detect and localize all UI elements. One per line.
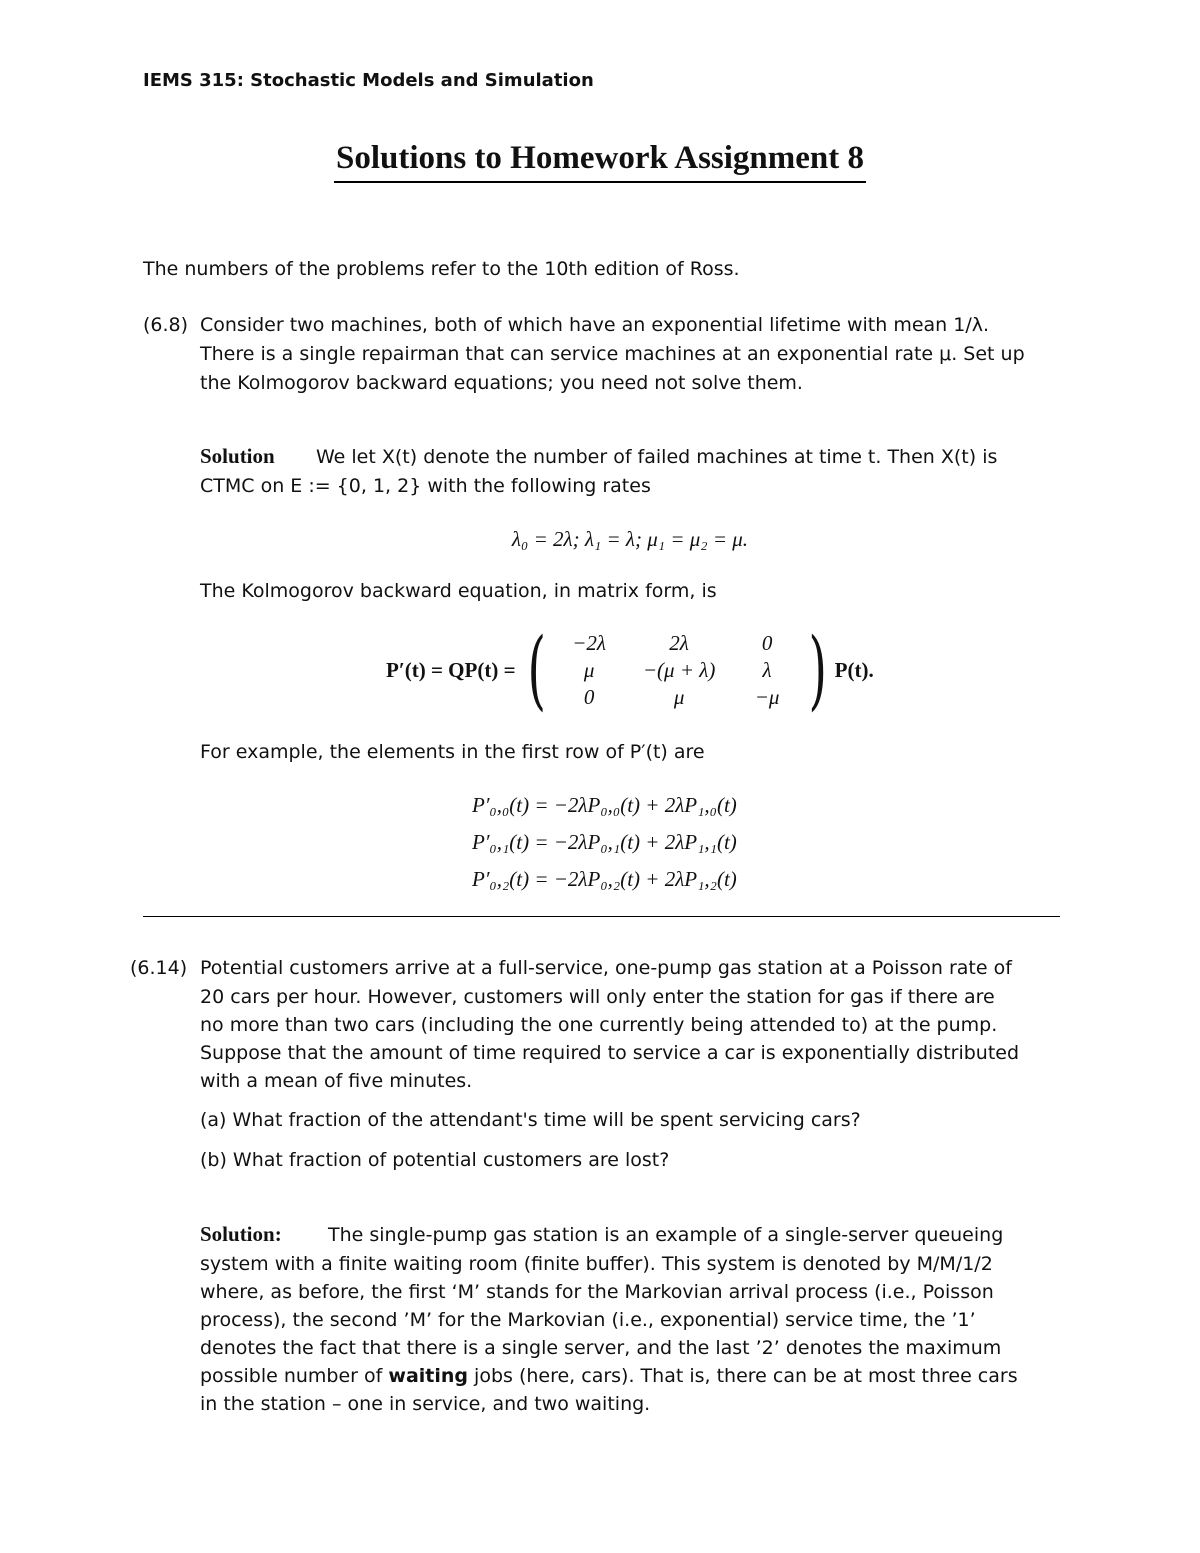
rates-equation: λ₀ = 2λ; λ₁ = λ; μ₁ = μ₂ = μ. (511, 527, 749, 551)
solution-6-8-line-1: We let X(t) denote the number of failed machines at time t. Then X(t) is (316, 446, 998, 468)
part-a-question: (a) What fraction of the attendant's time will be spent servicing cars? (200, 1109, 861, 1131)
equation-lhs: P′(t) = QP(t) = (386, 657, 516, 682)
solution-label-6-8: Solution (200, 444, 275, 468)
solution-6-14-line-6 (200, 1365, 1018, 1387)
solution-6-14-line-6-post: jobs (here, cars). That is, there can be at most three cars (474, 1365, 1018, 1387)
matrix-cell: 0 (761, 630, 773, 655)
example-text: For example, the elements in the first row of P′(t) are (200, 741, 705, 763)
problem-6-14-line-2: 20 cars per hour. However, customers will only enter the station for gas if there are (200, 986, 995, 1008)
first-row-equation-2: P′₀,₁(t) = −2λP₀,₁(t) + 2λP₁,₁(t) (472, 830, 737, 854)
matrix-cell: λ (762, 657, 772, 682)
matrix-cell: −2λ (572, 630, 606, 655)
solution-label-6-14: Solution: (200, 1222, 282, 1246)
page-title (0, 140, 1200, 183)
matrix-cell: μ (583, 657, 595, 682)
solution-6-14-line-6-pre: possible number of (200, 1365, 383, 1387)
problem-6-14-line-4: Suppose that the amount of time required to service a car is exponentially distributed (200, 1042, 1020, 1064)
equation-rhs: P(t). (834, 657, 874, 682)
page-title-text: Solutions to Homework Assignment 8 (334, 140, 866, 183)
backward-equation-text: The Kolmogorov backward equation, in matrix form, is (200, 580, 717, 602)
problem-6-8-number: (6.8) (143, 314, 189, 336)
solution-6-14-line-1: The single-pump gas station is an example of a single-server queueing (328, 1224, 1004, 1246)
course-header: IEMS 315: Stochastic Models and Simulation (143, 70, 594, 91)
problem-6-14-number: (6.14) (130, 957, 188, 979)
problem-6-14-line-5: with a mean of five minutes. (200, 1070, 473, 1092)
solution-6-14-line-7: in the station – one in service, and two waiting. (200, 1393, 651, 1415)
problem-6-8-line-2: There is a single repairman that can service machines at an exponential rate μ. Set up (200, 343, 1025, 365)
matrix-cell: μ (673, 684, 685, 709)
solution-6-14-line-5: denotes the fact that there is a single server, and the last ’2’ denotes the maximum (200, 1337, 1002, 1359)
section-divider (143, 916, 1060, 917)
waiting-bold: waiting (388, 1365, 468, 1387)
first-row-equation-1: P′₀,₀(t) = −2λP₀,₀(t) + 2λP₁,₀(t) (472, 793, 737, 817)
problem-6-14-line-3: no more than two cars (including the one currently being attended to) at the pump. (200, 1014, 998, 1036)
solution-6-14-line-3: where, as before, the first ‘M’ stands for the Markovian arrival process (i.e., Poisson (200, 1281, 994, 1303)
matrix-cell: −(μ + λ) (642, 657, 716, 682)
matrix-cell: 0 (583, 684, 595, 709)
first-row-equation-3: P′₀,₂(t) = −2λP₀,₂(t) + 2λP₁,₂(t) (472, 867, 737, 891)
part-b-question: (b) What fraction of potential customers are lost? (200, 1149, 670, 1171)
right-paren: ) (808, 620, 828, 720)
left-paren: ( (527, 620, 546, 720)
solution-6-8-line-2: CTMC on E := {0, 1, 2} with the following rates (200, 475, 651, 497)
generator-matrix (553, 631, 801, 710)
matrix-equation (386, 620, 874, 720)
problem-6-8-line-1: Consider two machines, both of which have an exponential lifetime with mean 1/λ. (200, 314, 990, 336)
matrix-cell: 2λ (669, 630, 689, 655)
matrix-cell: −μ (754, 684, 780, 709)
intro-text: The numbers of the problems refer to the 10th edition of Ross. (143, 258, 740, 280)
problem-6-8-line-3: the Kolmogorov backward equations; you need not solve them. (200, 372, 803, 394)
solution-6-14-line-4: process), the second ’M’ for the Markovian (i.e., exponential) service time, the ’1’ (200, 1309, 976, 1331)
solution-6-14-line-2: system with a finite waiting room (finite buffer). This system is denoted by M/M/1/2 (200, 1253, 993, 1275)
problem-6-14-line-1: Potential customers arrive at a full-service, one-pump gas station at a Poisson rate of (200, 957, 1012, 979)
